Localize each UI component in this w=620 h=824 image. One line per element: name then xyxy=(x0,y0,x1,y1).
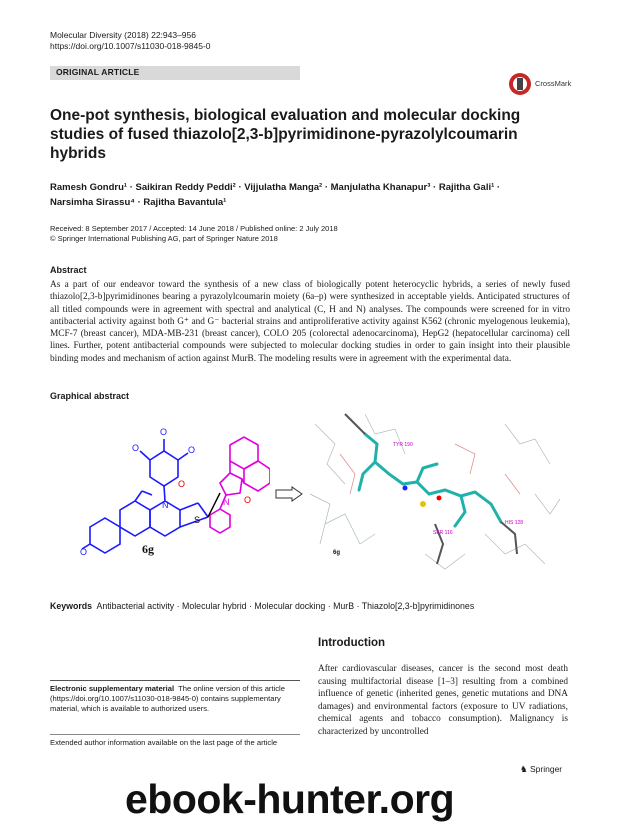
compound-label: 6g xyxy=(142,542,154,556)
watermark-text: ebook-hunter.org xyxy=(125,776,455,822)
publisher-logo xyxy=(520,764,562,775)
publisher-name: Springer xyxy=(530,764,563,774)
journal-info xyxy=(50,30,211,52)
abstract-heading: Abstract xyxy=(50,265,87,275)
crossmark-logo[interactable] xyxy=(508,72,588,96)
springer-horse-icon: ♞ xyxy=(520,764,528,774)
svg-text:O: O xyxy=(80,547,88,557)
svg-text:N: N xyxy=(162,500,169,510)
extended-author-info: Extended author information available on the last page of the article xyxy=(50,738,278,747)
molecule-structure-image xyxy=(80,415,270,565)
docking-pose-image xyxy=(305,404,565,580)
supplementary-note xyxy=(50,684,300,714)
abstract-text: As a part of our endeavor toward the synthesis of a new class of biologically potent heterocyclic hybrids, a series of newly fused thiazolo[2,3-b]pyrimidinones bearing a pyrazolylcoumarin moiety (6a–p) were synthesized in acceptable yields. Anticipated structures of all titled compounds were in agreement with spectral and analytical (C, H and N) analyses. The compounds were screened for in vitro antibacterial activity against both G⁺ and G⁻ bacterial strains and antiproliferative activity against K562 (chronic myelogenous leukemia), MCF-7 (breast cancer), MDA-MB-231 (breast cancer), COLO 205 (colorectal adenocarcinoma), HepG2 (hepatocellular carcinoma) cell lines. Further, potent antibacterial compounds were subjected to molecular docking studies in order to gain insight into their plausible binding modes and mechanism of action against MurB. The modeling results were in agreement with the experimental data. xyxy=(50,280,570,364)
introduction-heading: Introduction xyxy=(318,637,386,649)
svg-text:SER 116: SER 116 xyxy=(433,530,453,536)
svg-text:O: O xyxy=(178,479,186,489)
crossmark-icon xyxy=(508,72,532,96)
right-arrow-icon xyxy=(275,486,303,502)
publication-dates xyxy=(50,224,570,244)
svg-text:N: N xyxy=(223,497,230,507)
journal-citation: Molecular Diversity (2018) 22:943–956 xyxy=(50,30,196,40)
article-type-label: ORIGINAL ARTICLE xyxy=(56,67,140,77)
svg-text:S: S xyxy=(194,515,201,525)
extended-divider xyxy=(50,734,300,735)
footnote-divider xyxy=(50,680,300,681)
docking-label: 6g xyxy=(333,550,341,556)
introduction-text: After cardiovascular diseases, cancer is the second most death causing multifactorial disease [1–3] resulting from a combined influence of genetic (inherited genes, genetic mutations and DNA damages) and environmental factors (exposure to UV radiations, chemical agents and tobacco consumption). Malignancy is characterized by uncontrolled xyxy=(318,664,568,737)
author-list xyxy=(50,180,570,210)
svg-text:O: O xyxy=(160,427,168,437)
keywords-list: Antibacterial activity · Molecular hybrid · Molecular docking · MurB · Thiazolo[2,3-b]pyrimidinones xyxy=(96,601,475,611)
dates-line: Received: 8 September 2017 / Accepted: 14 June 2018 / Published online: 2 July 2018 xyxy=(50,224,338,233)
svg-text:TYR 190: TYR 190 xyxy=(393,442,413,448)
journal-doi[interactable]: https://doi.org/10.1007/s11030-018-9845-0 xyxy=(50,41,211,51)
svg-text:O: O xyxy=(188,445,196,455)
authors-line-1: Ramesh Gondru¹ · Saikiran Reddy Peddi² · Vijjulatha Manga² · Manjulatha Khanapur³ · Rajitha Gali¹ · xyxy=(50,182,501,193)
svg-text:O: O xyxy=(132,443,140,453)
supplementary-text: The online version of this article (https://doi.org/10.1007/s11030-018-9845-0) contains supplementary material, which is available to authorized users. xyxy=(50,684,285,713)
supplementary-label: Electronic supplementary material xyxy=(50,684,175,693)
keywords-label: Keywords xyxy=(50,601,93,611)
keywords-section xyxy=(50,601,580,611)
article-type-badge xyxy=(50,66,300,80)
crossmark-label: CrossMark xyxy=(535,79,572,88)
article-title: One-pot synthesis, biological evaluation and molecular docking studies of fused thiazolo[2,3-b]pyrimidinone-pyrazolylcoumarin hybrids xyxy=(50,107,521,162)
authors-line-2: Narsimha Sirassu⁴ · Rajitha Bavantula¹ xyxy=(50,197,227,208)
graphical-abstract-heading: Graphical abstract xyxy=(50,391,130,401)
svg-text:HIS 128: HIS 128 xyxy=(505,520,524,526)
svg-text:O: O xyxy=(244,495,252,505)
copyright-line: © Springer International Publishing AG, part of Springer Nature 2018 xyxy=(50,234,278,243)
